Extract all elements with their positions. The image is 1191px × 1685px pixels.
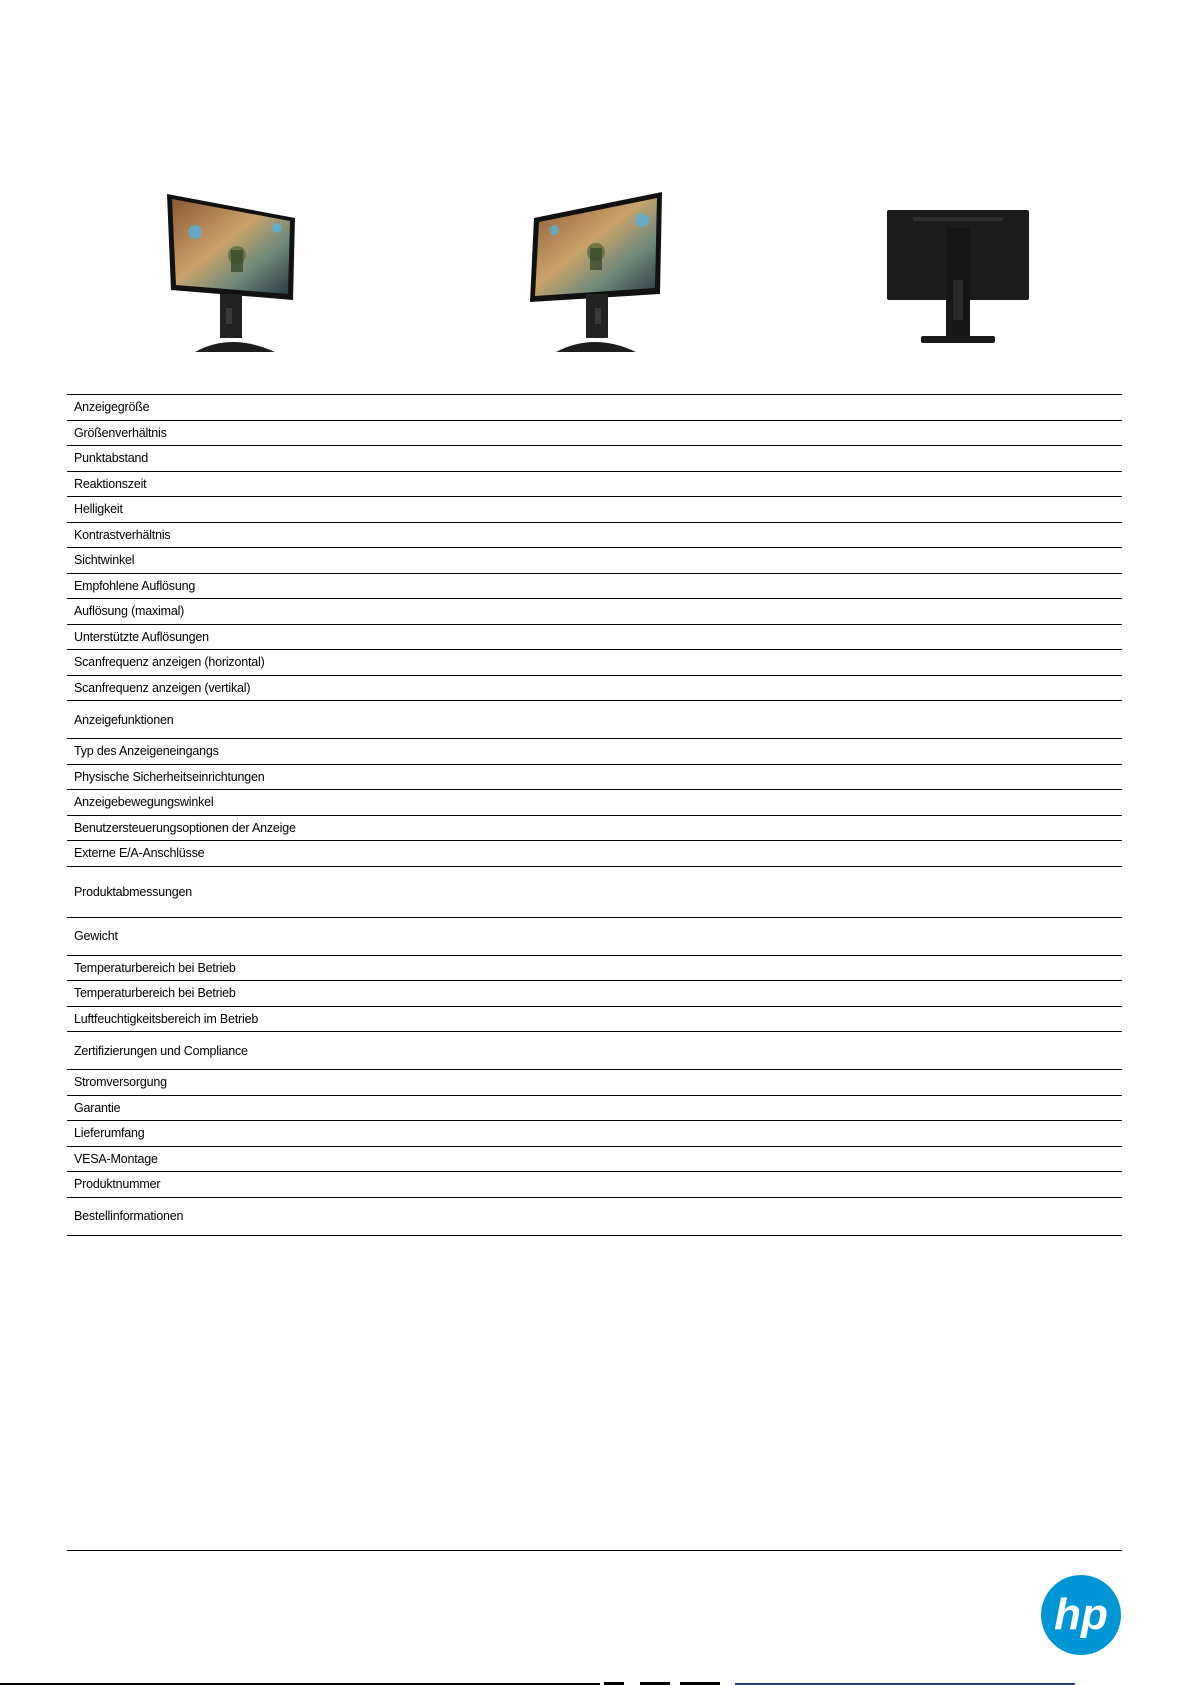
monitor-front-angled-left-image	[165, 170, 305, 360]
spec-label: Zertifizierungen und Compliance	[74, 1043, 248, 1058]
spec-row-weight	[67, 917, 1122, 955]
spec-row-scan-frequency-vertical	[67, 675, 1122, 701]
spec-row-user-controls	[67, 815, 1122, 841]
spec-value	[374, 981, 1122, 1007]
product-images	[67, 170, 1122, 360]
spec-label: Sichtwinkel	[74, 553, 135, 568]
spec-value	[374, 764, 1122, 790]
footer-divider	[67, 1550, 1122, 1551]
spec-row-contrast-ratio	[67, 522, 1122, 548]
spec-label: Reaktionszeit	[74, 476, 147, 491]
spec-row-operating-temperature-2	[67, 981, 1122, 1007]
spec-value	[374, 1121, 1122, 1147]
spec-value	[374, 624, 1122, 650]
spec-value	[374, 841, 1122, 867]
spec-row-in-the-box	[67, 1121, 1122, 1147]
spec-label: Anzeigefunktionen	[74, 712, 174, 727]
spec-row-power-supply	[67, 1070, 1122, 1096]
spec-row-supported-resolutions	[67, 624, 1122, 650]
spec-row-product-dimensions	[67, 866, 1122, 917]
spec-value	[374, 395, 1122, 421]
spec-value	[374, 790, 1122, 816]
spec-label: Stromversorgung	[74, 1075, 167, 1090]
monitor-front-angled-right-image	[524, 170, 664, 360]
spec-value	[374, 701, 1122, 739]
spec-label: Empfohlene Auflösung	[74, 578, 196, 593]
spec-row-operating-humidity	[67, 1006, 1122, 1032]
spec-label: Anzeigegröße	[74, 400, 150, 415]
spec-label: Bestellinformationen	[74, 1209, 184, 1223]
spec-value	[374, 1006, 1122, 1032]
spec-value	[374, 866, 1122, 917]
spec-label: Gewicht	[74, 929, 118, 943]
spec-value	[374, 650, 1122, 676]
spec-value	[374, 1070, 1122, 1096]
spec-row-brightness	[67, 497, 1122, 523]
spec-row-warranty	[67, 1095, 1122, 1121]
monitor-rear-view-image	[883, 170, 1033, 360]
spec-label: Kontrastverhältnis	[74, 527, 171, 542]
spec-label: Produktabmessungen	[74, 884, 193, 899]
spec-row-operating-temperature	[67, 955, 1122, 981]
spec-row-display-features	[67, 701, 1122, 739]
spec-label: Unterstützte Auflösungen	[74, 629, 209, 644]
spec-row-external-io-ports	[67, 841, 1122, 867]
spec-row-display-size	[67, 395, 1122, 421]
spec-row-product-number	[67, 1172, 1122, 1198]
spec-table	[67, 394, 1122, 1236]
spec-label: Benutzersteuerungsoptionen der Anzeige	[74, 820, 296, 835]
spec-row-ordering-info	[67, 1197, 1122, 1235]
spec-label: Typ des Anzeigeneingangs	[74, 744, 219, 759]
spec-row-response-time	[67, 471, 1122, 497]
spec-value	[374, 522, 1122, 548]
spec-row-certifications	[67, 1032, 1122, 1070]
bottom-edge-strip	[0, 1681, 1191, 1685]
spec-value	[374, 471, 1122, 497]
spec-row-max-resolution	[67, 599, 1122, 625]
spec-row-scan-frequency-horizontal	[67, 650, 1122, 676]
spec-value	[374, 739, 1122, 765]
spec-value	[374, 420, 1122, 446]
spec-label: Scanfrequenz anzeigen (vertikal)	[74, 680, 251, 695]
spec-row-recommended-resolution	[67, 573, 1122, 599]
spec-label: Temperaturbereich bei Betrieb	[74, 960, 236, 975]
spec-value	[374, 548, 1122, 574]
hp-logo-text: hp	[1054, 1590, 1108, 1639]
spec-value	[374, 497, 1122, 523]
spec-row-pixel-pitch	[67, 446, 1122, 472]
spec-label: Punktabstand	[74, 451, 149, 466]
spec-row-aspect-ratio	[67, 420, 1122, 446]
spec-value	[374, 1172, 1122, 1198]
spec-label: Lieferumfang	[74, 1126, 145, 1141]
spec-value	[374, 917, 1122, 955]
spec-value	[374, 446, 1122, 472]
spec-label: VESA-Montage	[74, 1151, 158, 1166]
spec-row-vesa-mount	[67, 1146, 1122, 1172]
spec-label: Luftfeuchtigkeitsbereich im Betrieb	[74, 1011, 259, 1026]
spec-value	[374, 599, 1122, 625]
hp-logo	[1040, 1574, 1122, 1656]
spec-value	[374, 815, 1122, 841]
spec-value	[374, 1197, 1122, 1235]
spec-label: Scanfrequenz anzeigen (horizontal)	[74, 655, 265, 670]
spec-label: Auflösung (maximal)	[74, 604, 185, 619]
spec-value	[374, 1146, 1122, 1172]
spec-value	[374, 675, 1122, 701]
spec-value	[374, 955, 1122, 981]
spec-value	[374, 573, 1122, 599]
spec-row-input-type	[67, 739, 1122, 765]
spec-label: Externe E/A-Anschlüsse	[74, 846, 205, 861]
spec-label: Produktnummer	[74, 1177, 161, 1192]
spec-label: Größenverhältnis	[74, 425, 167, 440]
spec-label: Temperaturbereich bei Betrieb	[74, 986, 236, 1001]
spec-label: Physische Sicherheitseinrichtungen	[74, 769, 265, 784]
spec-row-display-movement	[67, 790, 1122, 816]
spec-value	[374, 1032, 1122, 1070]
spec-label: Anzeigebewegungswinkel	[74, 795, 214, 810]
spec-row-physical-security	[67, 764, 1122, 790]
spec-value	[374, 1095, 1122, 1121]
spec-label: Garantie	[74, 1100, 121, 1115]
spec-row-viewing-angle	[67, 548, 1122, 574]
spec-label: Helligkeit	[74, 502, 123, 517]
